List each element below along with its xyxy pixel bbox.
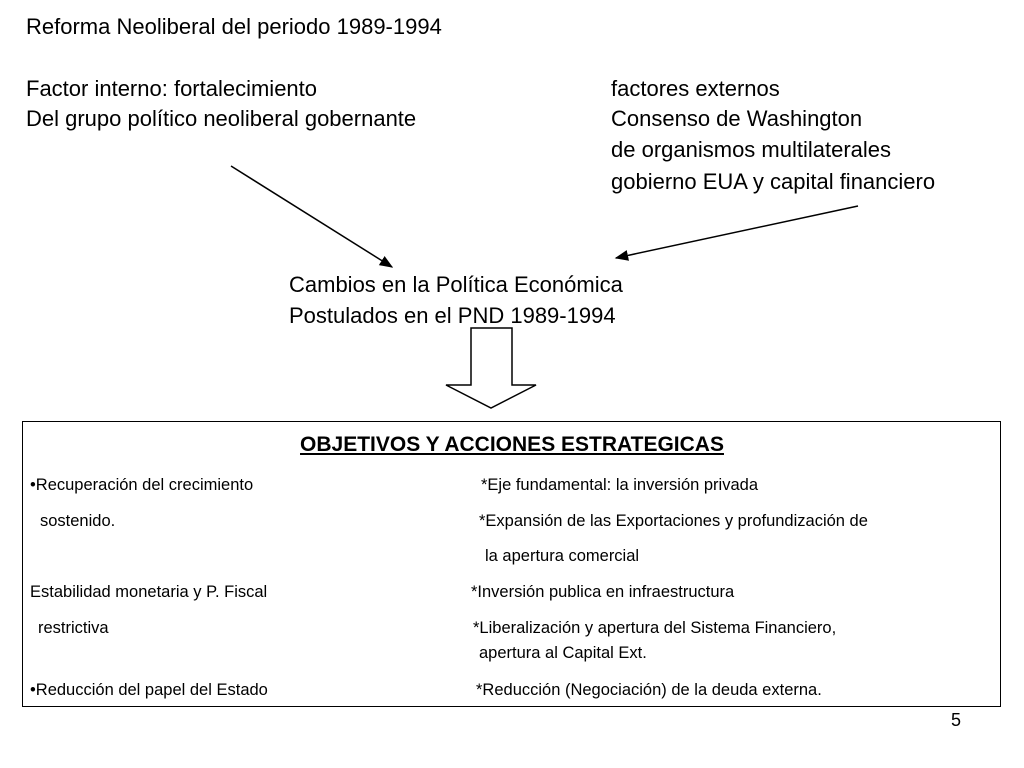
action-right-7: *Reducción (Negociación) de la deuda externa. <box>476 681 822 699</box>
internal-to-center-arrow <box>231 166 392 267</box>
action-right-6: apertura al Capital Ext. <box>479 644 647 662</box>
objective-left-4: restrictiva <box>38 619 109 637</box>
center-line2: Postulados en el PND 1989-1994 <box>289 303 616 328</box>
action-right-4: *Inversión publica en infraestructura <box>471 583 735 601</box>
objective-left-5: •Reducción del papel del Estado <box>30 681 268 699</box>
action-right-1: *Eje fundamental: la inversión privada <box>481 476 758 494</box>
action-right-3: la apertura comercial <box>485 547 640 565</box>
center-line1: Cambios en la Política Económica <box>289 272 623 297</box>
action-right-5: *Liberalización y apertura del Sistema Financiero, <box>473 619 837 637</box>
external-to-center-arrow <box>616 206 858 258</box>
down-block-arrow <box>446 328 536 408</box>
internal-factor-line2: Del grupo político neoliberal gobernante <box>26 106 417 131</box>
page-number: 5 <box>951 710 962 730</box>
objectives-heading: OBJETIVOS Y ACCIONES ESTRATEGICAS <box>300 433 724 456</box>
internal-factor-line1: Factor interno: fortalecimiento <box>26 76 318 101</box>
slide-title: Reforma Neoliberal del periodo 1989-1994 <box>26 14 442 39</box>
objective-left-1: •Recuperación del crecimiento <box>30 476 254 494</box>
external-factor-washington: Consenso de Washington <box>611 106 863 131</box>
action-right-2: *Expansión de las Exportaciones y profundización de <box>479 512 868 530</box>
objective-left-2: sostenido. <box>40 512 116 530</box>
external-factor-usa-capital: gobierno EUA y capital financiero <box>611 169 936 194</box>
objective-left-3: Estabilidad monetaria y P. Fiscal <box>30 583 268 601</box>
external-factor-multilateral: de organismos multilaterales <box>611 137 892 162</box>
external-factors-heading: factores externos <box>611 76 780 101</box>
